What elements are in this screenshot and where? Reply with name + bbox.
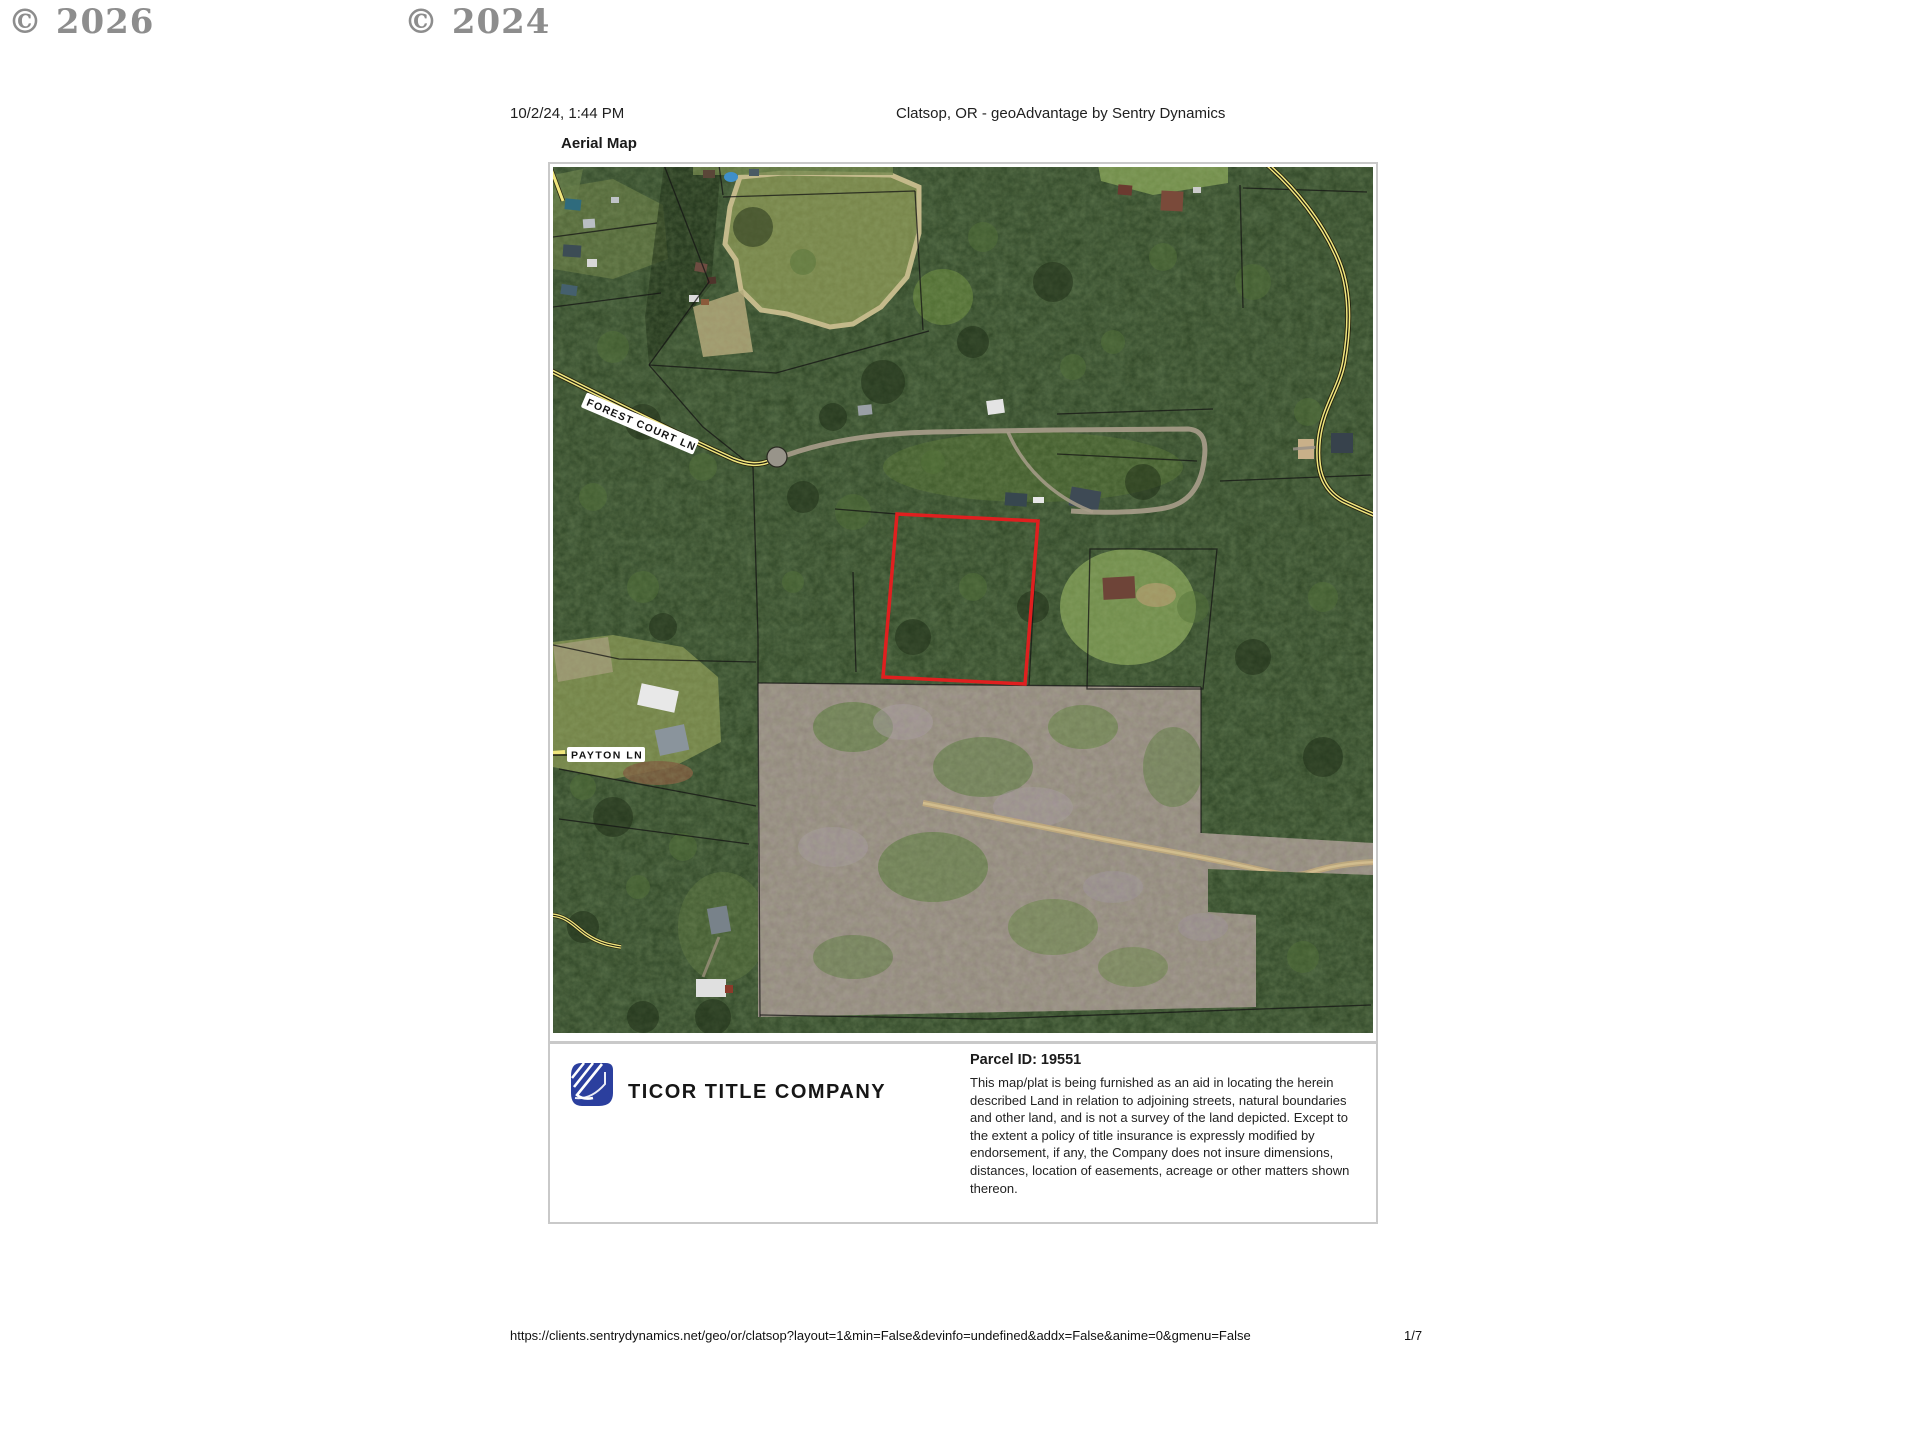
aerial-map-frame: [548, 162, 1378, 1043]
parcel-info-block: [970, 1052, 1368, 1197]
aerial-photo: [553, 167, 1373, 1033]
disclaimer-text: This map/plat is being furnished as an aid in locating the herein described Land in relation to adjoining streets, natural boundaries and other land, and is not a survey of the land depicted. Except to the extent a policy of title insurance is expressly modified by endorsement, if any, the Company does not insure dimensions, distances, location of easements, acreage or other matters shown thereon.: [970, 1075, 1350, 1196]
page-title: Clatsop, OR - geoAdvantage by Sentry Dynamics: [896, 105, 1226, 122]
svg-text:FOREST COURT LN: FOREST COURT LN: [584, 396, 698, 454]
page-number: 1/7: [1404, 1328, 1423, 1343]
map-section-label: Aerial Map: [561, 135, 637, 152]
brand-row: [569, 1062, 886, 1108]
company-name: TICOR TITLE COMPANY: [628, 1080, 887, 1103]
copyright-watermark-center: © 2024: [404, 2, 551, 42]
parcel-id: Parcel ID: 19551: [970, 1052, 1082, 1068]
svg-text:PAYTON LN: PAYTON LN: [571, 749, 644, 762]
copyright-watermark-left: © 2026: [8, 2, 155, 42]
street-label-payton: [567, 747, 645, 762]
title-company-panel: [548, 1042, 1378, 1224]
print-datetime: 10/2/24, 1:44 PM: [510, 105, 625, 122]
source-url: https://clients.sentrydynamics.net/geo/or/clatsop?layout=1&min=False&devinfo=undefined&addx=False&anime=0&gmenu=False: [510, 1328, 1251, 1343]
cul-de-sac: [767, 447, 787, 467]
ticor-logo-icon: [569, 1062, 615, 1108]
